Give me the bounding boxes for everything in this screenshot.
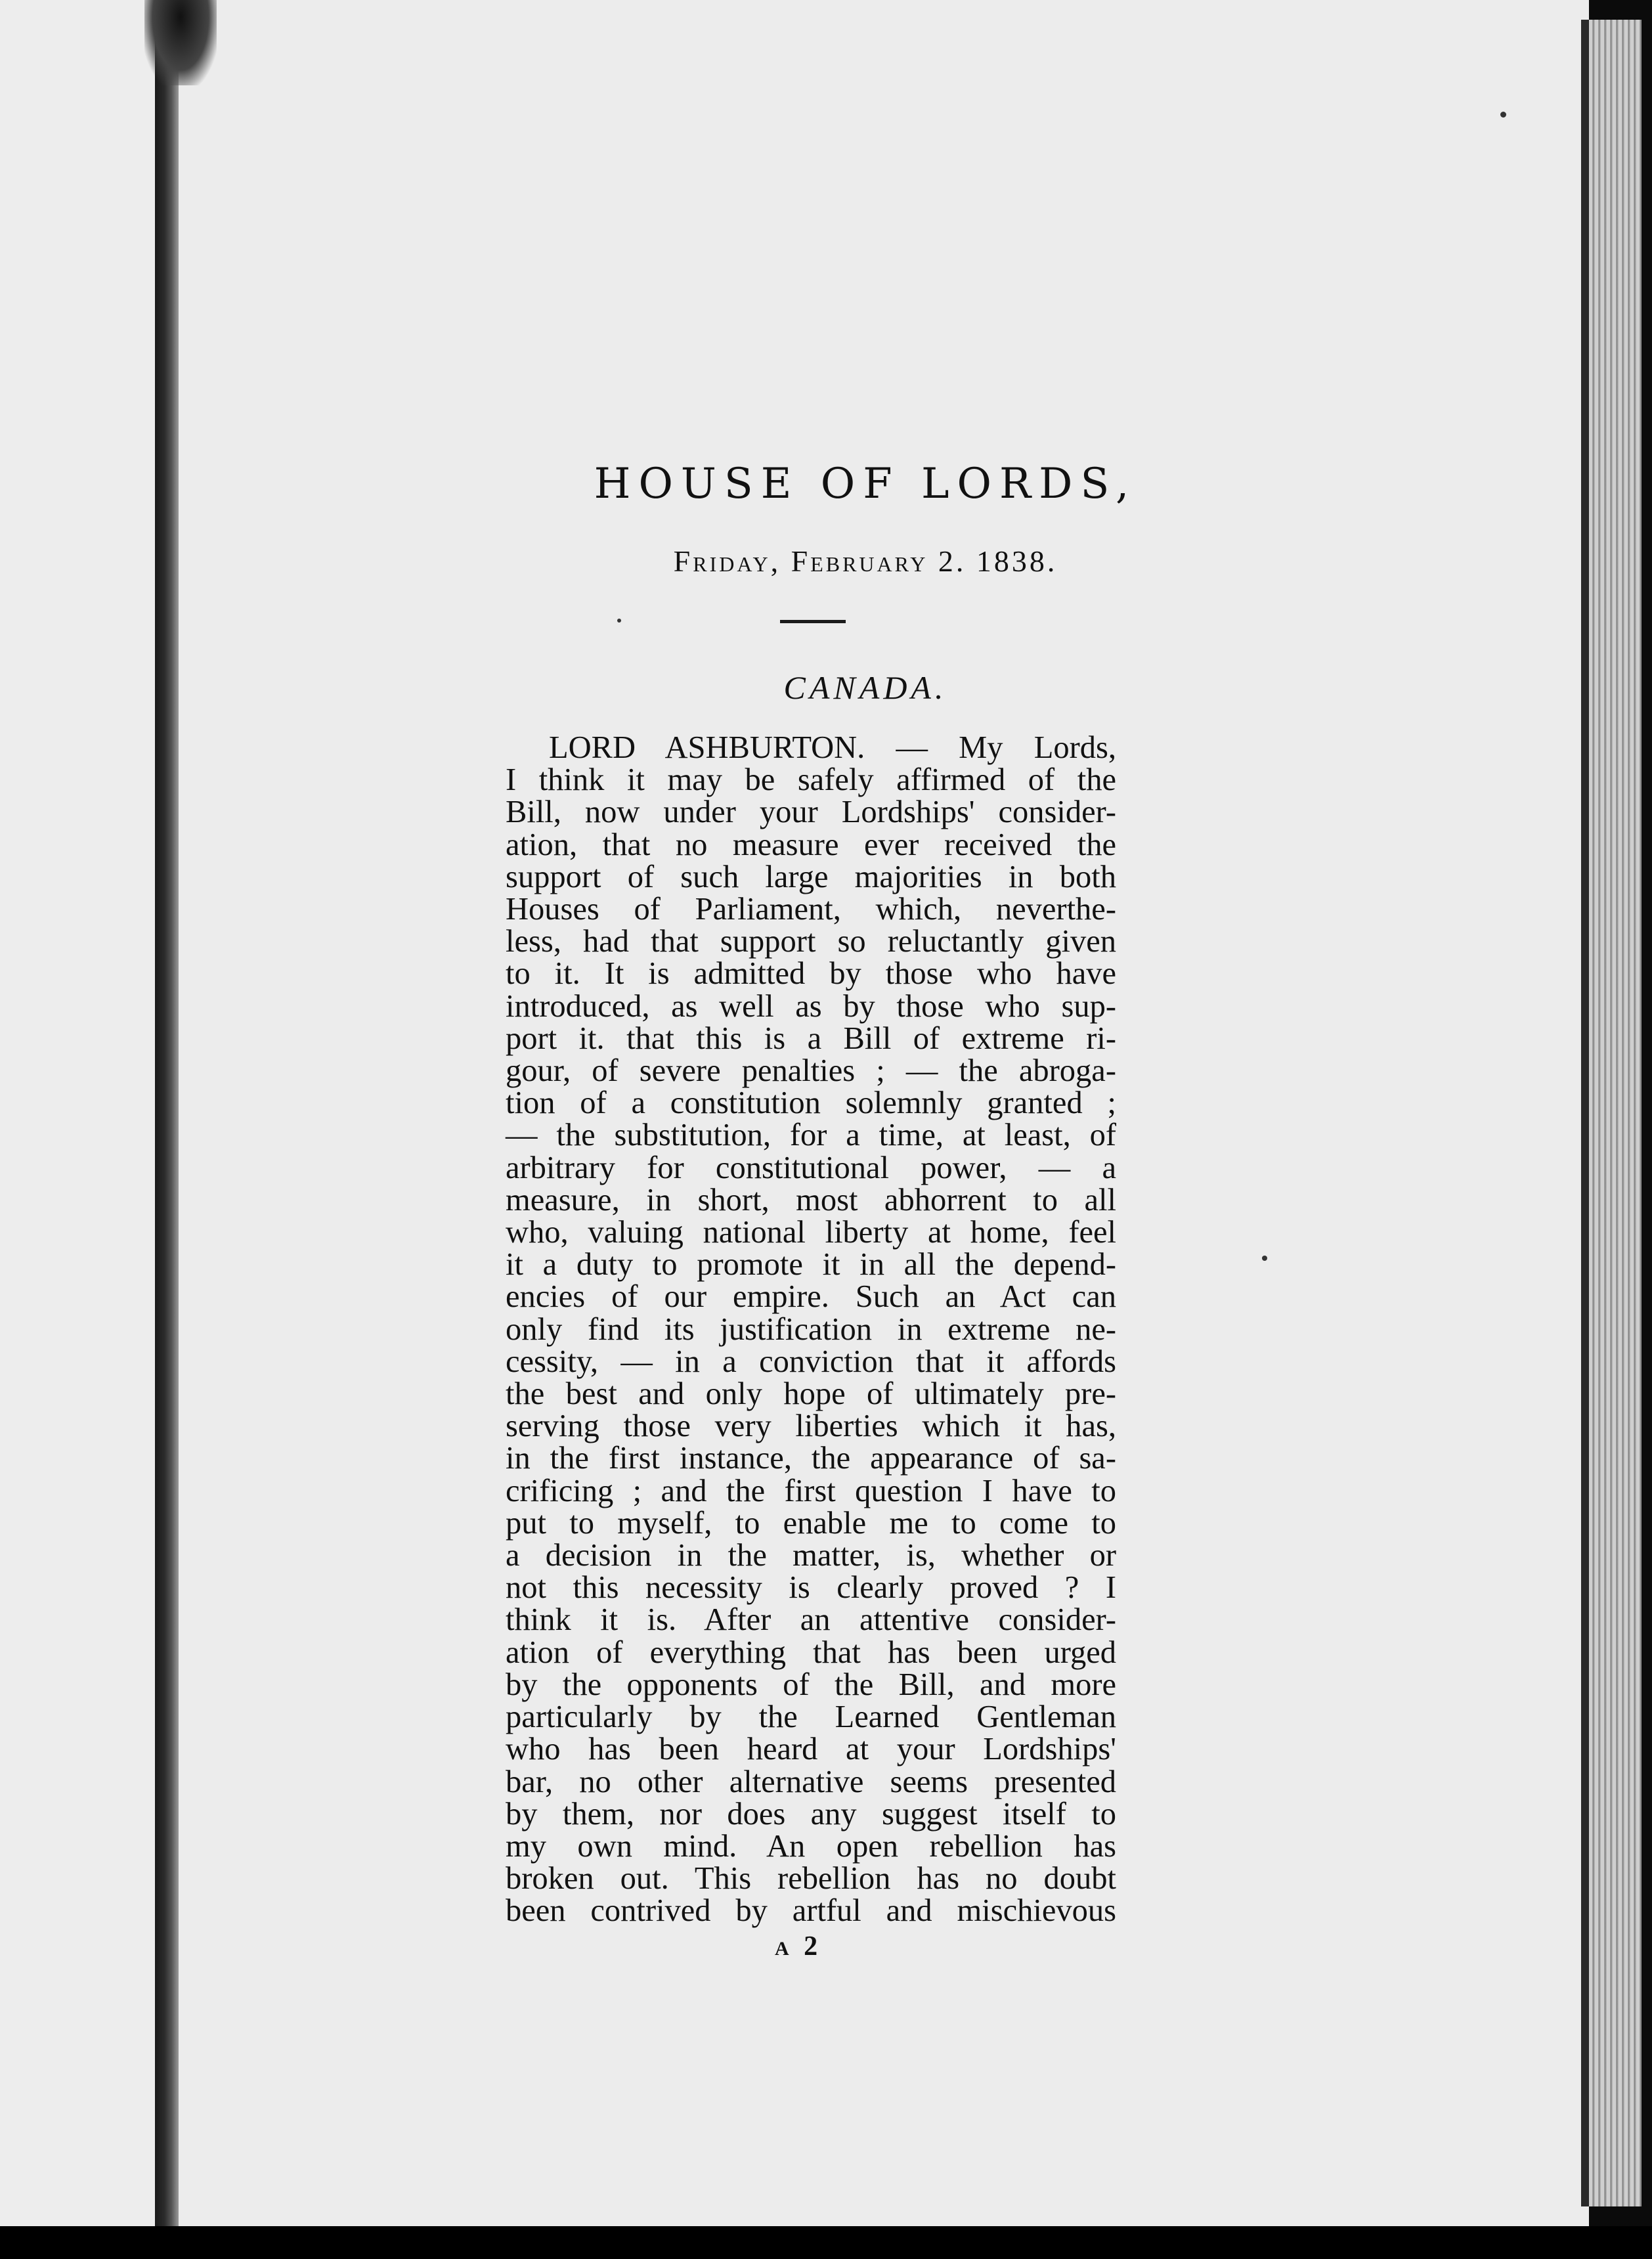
text-line: measure, in short, most abhorrent to all — [506, 1182, 1116, 1217]
text-line: ation, that no measure ever received the — [506, 827, 1116, 862]
text-line: port it. that this is a Bill of extreme ri- — [506, 1020, 1116, 1056]
text-line: Houses of Parliament, which, neverthe- — [506, 892, 1116, 927]
text-line: particularly by the Learned Gentleman — [506, 1700, 1116, 1735]
book-page-edges — [1589, 20, 1641, 2206]
page-title: HOUSE OF LORDS, — [594, 460, 1137, 508]
text-line: only find its justification in extreme ne- — [506, 1311, 1116, 1347]
text-line: crificing ; and the first question I have to — [506, 1473, 1116, 1508]
section-heading: CANADA. — [783, 669, 947, 706]
text-line: a decision in the matter, is, whether or — [506, 1538, 1116, 1573]
signature-letter: A — [775, 1938, 793, 1960]
text-line: to it. It is admitted by those who have — [506, 956, 1116, 992]
scan-speck — [1500, 112, 1506, 118]
book-gutter — [155, 0, 179, 2226]
text-line: broken out. This rebellion has no doubt — [506, 1861, 1116, 1897]
text-line: put to myself, to enable me to come to — [506, 1505, 1116, 1541]
text-line: encies of our empire. Such an Act can — [506, 1279, 1116, 1315]
text-line: ation of everything that has been urged — [506, 1634, 1116, 1670]
scan-speck — [1262, 1256, 1267, 1261]
gutter-shadow — [144, 0, 217, 85]
text-line: not this necessity is clearly proved ? I — [506, 1570, 1116, 1606]
text-line: my own mind. An open rebellion has — [506, 1828, 1116, 1864]
text-line: the best and only hope of ultimately pre- — [506, 1376, 1116, 1412]
scan-bottom-border — [0, 2226, 1652, 2259]
title-rule — [780, 620, 846, 623]
text-line: — the substitution, for a time, at least, of — [506, 1118, 1116, 1153]
text-line: been contrived by artful and mischievous — [506, 1893, 1116, 1929]
signature-number: 2 — [804, 1931, 822, 1962]
text-line: less, had that support so reluctantly given — [506, 924, 1116, 959]
text-line: think it is. After an attentive consider- — [506, 1602, 1116, 1638]
text-line: tion of a constitution solemnly granted ; — [506, 1086, 1116, 1121]
text-line: by the opponents of the Bill, and more — [506, 1667, 1116, 1702]
text-line: bar, no other alternative seems presented — [506, 1764, 1116, 1799]
signature-mark — [775, 1931, 821, 1962]
text-line: Bill, now under your Lordships' consider- — [506, 795, 1116, 830]
text-line: in the first instance, the appearance of sa- — [506, 1441, 1116, 1476]
speech-text — [506, 732, 1116, 1927]
left-page-fragment — [0, 0, 158, 2226]
text-line: arbitrary for constitutional power, — a — [506, 1150, 1116, 1185]
text-line: cessity, — in a conviction that it affords — [506, 1344, 1116, 1379]
text-line: I think it may be safely affirmed of the — [506, 762, 1116, 798]
text-line: gour, of severe penalties ; — the abroga- — [506, 1053, 1116, 1089]
text-line: who, valuing national liberty at home, feel — [506, 1215, 1116, 1250]
scan-speck — [617, 619, 621, 623]
text-line: serving those very liberties which it has, — [506, 1409, 1116, 1444]
text-line: LORD ASHBURTON. — My Lords, — [549, 730, 1116, 765]
text-line: by them, nor does any suggest itself to — [506, 1796, 1116, 1831]
session-date: Friday, February 2. 1838. — [673, 544, 1058, 578]
text-line: who has been heard at your Lordships' — [506, 1732, 1116, 1767]
text-line: introduced, as well as by those who sup- — [506, 988, 1116, 1024]
text-line: it a duty to promote it in all the depend- — [506, 1247, 1116, 1283]
text-line: support of such large majorities in both — [506, 859, 1116, 894]
